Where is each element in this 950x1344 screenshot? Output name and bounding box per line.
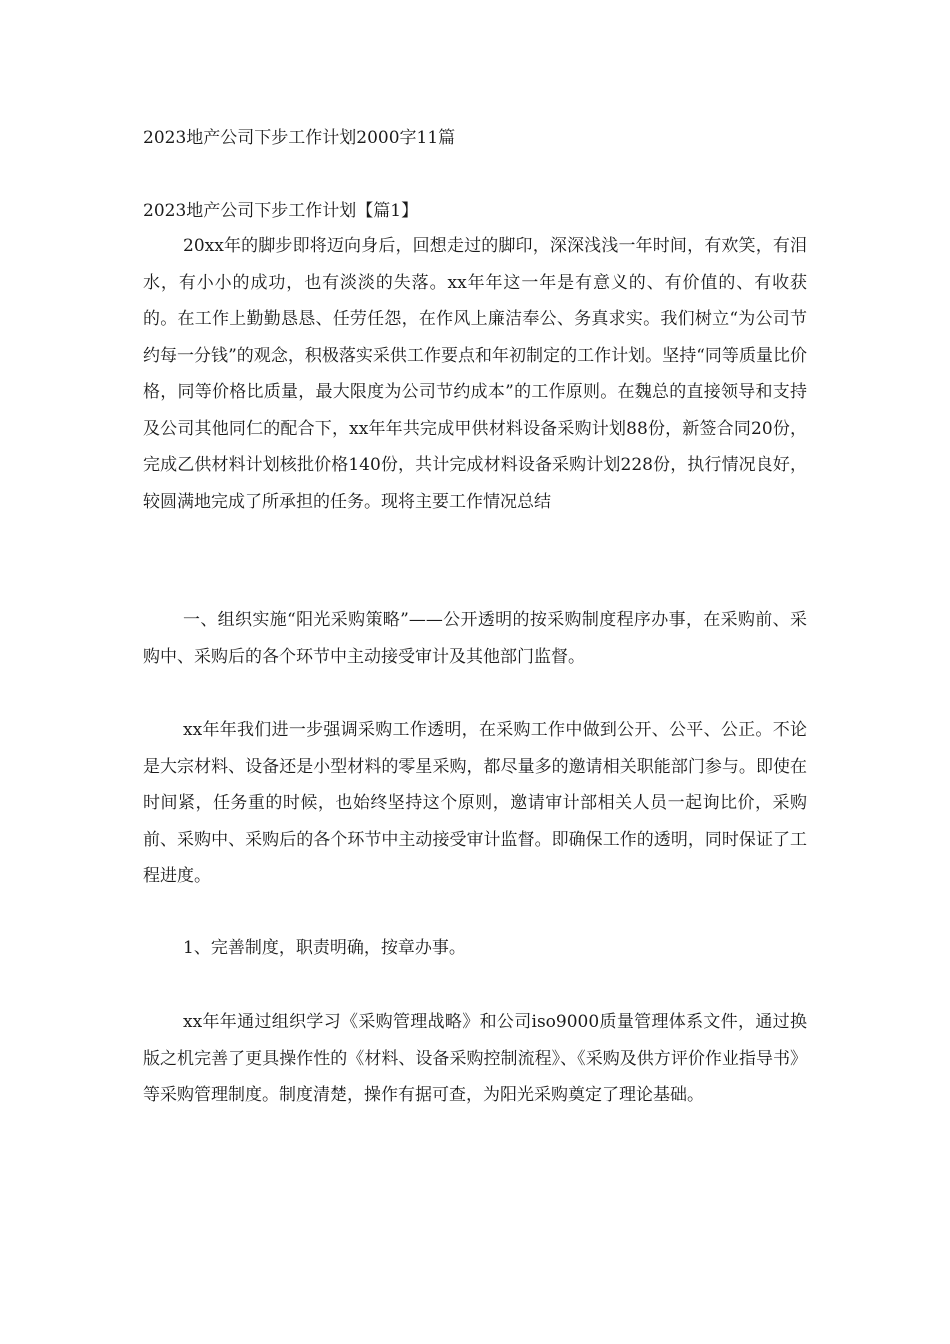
paragraph-intro: 20xx年的脚步即将迈向身后，回想走过的脚印，深深浅浅一年时间，有欢笑，有泪水，有小小的成功，也有淡淡的失落。xx年年这一年是有意义的、有价值的、有收获的。在工作上勤勤恳恳、任劳任怨，在作风上廉洁奉公、务真求实。我们树立“为公司节约每一分钱”的观念，积极落实采供工作要点和年初制定的工作计划。坚持“同等质量比价格，同等价格比质量，最大限度为公司节约成本”的工作原则。在魏总的直接领导和支持及公司其他同仁的配合下，xx年年共完成甲供材料设备采购计划88份，新签合同20份，完成乙供材料计划核批价格140份，共计完成材料设备采购计划228份，执行情况良好，较圆满地完成了所承担的任务。现将主要工作情况总结 (143, 236, 807, 512)
paragraph-system-improvement: xx年年通过组织学习《采购管理战略》和公司iso9000质量管理体系文件，通过换版之机完善了更具操作性的《材料、设备采购控制流程》、《采购及供方评价作业指导书》等采购管理制度。制度清楚，操作有据可查，为阳光采购奠定了理论基础。 (143, 1012, 807, 1105)
paragraph-sunshine-procurement: 一、组织实施“阳光采购策略”——公开透明的按采购制度程序办事，在采购前、采购中、采购后的各个环节中主动接受审计及其他部门监督。 (143, 610, 807, 667)
paragraph-subheading-1: 1、完善制度，职责明确，按章办事。 (183, 938, 466, 958)
document-title: 2023地产公司下步工作计划2000字11篇 (143, 128, 456, 148)
section-heading: 2023地产公司下步工作计划【篇1】 (143, 201, 419, 221)
paragraph-transparency: xx年年我们进一步强调采购工作透明，在采购工作中做到公开、公平、公正。不论是大宗材料、设备还是小型材料的零星采购，都尽量多的邀请相关职能部门参与。即使在时间紧，任务重的时候，也始终坚持这个原则，邀请审计部相关人员一起询比价，采购前、采购中、采购后的各个环节中主动接受审计监督。即确保工作的透明，同时保证了工程进度。 (143, 720, 807, 886)
